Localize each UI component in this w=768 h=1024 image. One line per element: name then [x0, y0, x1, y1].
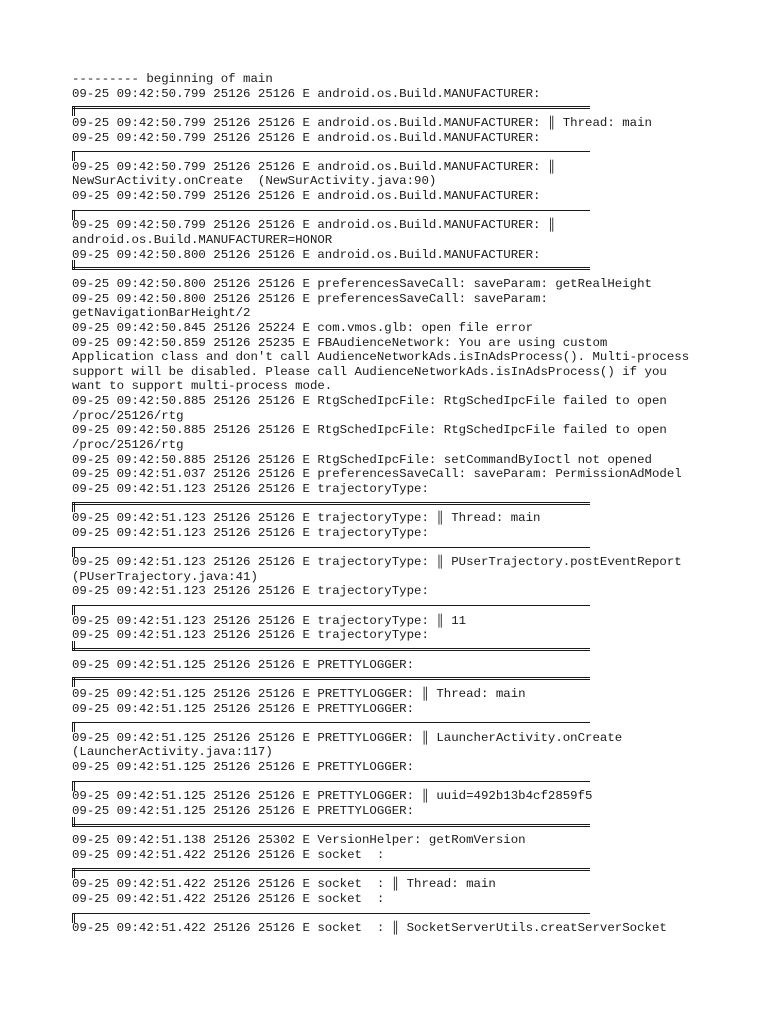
- log-line: 09-25 09:42:51.125 25126 25126 E PRETTYLOGGER: ║ uuid=492b13b4cf2859f5: [72, 789, 593, 804]
- box-corner: [72, 817, 75, 827]
- log-line: 09-25 09:42:51.125 25126 25126 E PRETTYLOGGER: ║ Thread: main: [72, 686, 526, 701]
- log-line: 09-25 09:42:51.123 25126 25126 E trajectoryType:: [72, 481, 429, 496]
- box-line: [72, 547, 590, 548]
- box-line: [72, 824, 590, 827]
- box-corner: [72, 781, 75, 791]
- box-rule-top: [72, 497, 712, 512]
- box-corner: [72, 722, 75, 732]
- log-line: 09-25 09:42:51.125 25126 25126 E PRETTYLOGGER:: [72, 804, 415, 819]
- box-rule-mid: [72, 204, 712, 219]
- box-corner: [72, 210, 75, 220]
- log-line: Application class and don't call AudienceNetworkAds.isInAdsProcess(). Multi-process: [72, 350, 690, 365]
- log-line: 09-25 09:42:50.800 25126 25126 E android.os.Build.MANUFACTURER:: [72, 247, 541, 262]
- log-line: 09-25 09:42:50.799 25126 25126 E android.os.Build.MANUFACTURER:: [72, 86, 541, 101]
- log-line: 09-25 09:42:51.125 25126 25126 E PRETTYLOGGER:: [72, 701, 415, 716]
- log-line: getNavigationBarHeight/2: [72, 306, 251, 321]
- log-line: 09-25 09:42:50.800 25126 25126 E preferencesSaveCall: saveParam: getRealHeight: [72, 276, 652, 291]
- log-line: want to support multi-process mode.: [72, 379, 333, 394]
- box-rule-top: [72, 101, 712, 116]
- box-rule-mid: [72, 145, 712, 160]
- box-line: [72, 106, 590, 109]
- box-corner: [72, 151, 75, 161]
- log-line: 09-25 09:42:51.123 25126 25126 E trajectoryType:: [72, 628, 429, 643]
- log-line: 09-25 09:42:50.800 25126 25126 E preferencesSaveCall: saveParam:: [72, 291, 548, 306]
- box-rule-top: [72, 672, 712, 687]
- log-line: 09-25 09:42:50.799 25126 25126 E android.os.Build.MANUFACTURER: ║: [72, 218, 556, 233]
- box-corner: [72, 868, 75, 878]
- box-rule-top: [72, 863, 712, 878]
- log-line: 09-25 09:42:50.885 25126 25126 E RtgSchedIpcFile: setCommandByIoctl not opened: [72, 452, 652, 467]
- log-line: /proc/25126/rtg: [72, 408, 184, 423]
- box-line: [72, 151, 590, 152]
- box-line: [72, 210, 590, 211]
- log-line: 09-25 09:42:51.422 25126 25126 E socket :: [72, 847, 385, 862]
- box-corner: [72, 677, 75, 687]
- log-line: 09-25 09:42:51.125 25126 25126 E PRETTYLOGGER: ║ LauncherActivity.onCreate: [72, 730, 623, 745]
- log-line: 09-25 09:42:51.123 25126 25126 E trajectoryType: ║ Thread: main: [72, 511, 541, 526]
- log-line: 09-25 09:42:51.422 25126 25126 E socket :: [72, 891, 385, 906]
- log-line: 09-25 09:42:50.799 25126 25126 E android.os.Build.MANUFACTURER: ║: [72, 159, 556, 174]
- log-line: 09-25 09:42:50.845 25126 25224 E com.vmos.glb: open file error: [72, 320, 534, 335]
- box-rule-bot: [72, 643, 712, 658]
- log-line: 09-25 09:42:51.037 25126 25126 E preferencesSaveCall: saveParam: PermissionAdModel: [72, 467, 682, 482]
- log-line: NewSurActivity.onCreate (NewSurActivity.java:90): [72, 174, 437, 189]
- box-line: [72, 502, 590, 505]
- box-corner: [72, 913, 75, 923]
- box-rule-mid: [72, 716, 712, 731]
- log-line: 09-25 09:42:50.799 25126 25126 E android.os.Build.MANUFACTURER: ║ Thread: main: [72, 115, 652, 130]
- log-line: 09-25 09:42:51.125 25126 25126 E PRETTYLOGGER:: [72, 657, 415, 672]
- box-rule-mid: [72, 775, 712, 790]
- box-line: [72, 648, 590, 651]
- box-line: [72, 605, 590, 606]
- log-line: 09-25 09:42:51.125 25126 25126 E PRETTYLOGGER:: [72, 760, 415, 775]
- box-line: [72, 913, 590, 914]
- box-corner: [72, 260, 75, 270]
- log-line: 09-25 09:42:51.123 25126 25126 E trajectoryType:: [72, 525, 429, 540]
- log-line: (LauncherActivity.java:117): [72, 745, 273, 760]
- box-rule-bot: [72, 262, 712, 277]
- log-line: support will be disabled. Please call AudienceNetworkAds.isInAdsProcess() if you: [72, 364, 667, 379]
- log-line: 09-25 09:42:50.885 25126 25126 E RtgSchedIpcFile: RtgSchedIpcFile failed to open: [72, 394, 667, 409]
- log-output: [72, 72, 712, 936]
- log-line: (PUserTrajectory.java:41): [72, 569, 258, 584]
- box-line: [72, 267, 590, 270]
- log-line: 09-25 09:42:51.123 25126 25126 E trajectoryType: ║ PUserTrajectory.postEventReport: [72, 555, 682, 570]
- log-line: 09-25 09:42:50.885 25126 25126 E RtgSchedIpcFile: RtgSchedIpcFile failed to open: [72, 423, 667, 438]
- log-line: 09-25 09:42:51.422 25126 25126 E socket : ║ Thread: main: [72, 877, 496, 892]
- box-corner: [72, 106, 75, 116]
- log-line: 09-25 09:42:51.422 25126 25126 E socket : ║ SocketServerUtils.creatServerSocket: [72, 921, 667, 936]
- box-rule-mid: [72, 541, 712, 556]
- box-rule-mid: [72, 907, 712, 922]
- log-line: 09-25 09:42:51.138 25126 25302 E VersionHelper: getRomVersion: [72, 833, 526, 848]
- box-line: [72, 868, 590, 871]
- box-rule-mid: [72, 599, 712, 614]
- log-line: 09-25 09:42:51.123 25126 25126 E trajectoryType: ║ 11: [72, 613, 467, 628]
- log-line: android.os.Build.MANUFACTURER=HONOR: [72, 233, 333, 248]
- box-corner: [72, 547, 75, 557]
- log-line: 09-25 09:42:50.799 25126 25126 E android.os.Build.MANUFACTURER:: [72, 189, 541, 204]
- box-corner: [72, 641, 75, 651]
- box-rule-bot: [72, 819, 712, 834]
- log-line: 09-25 09:42:50.859 25126 25235 E FBAudienceNetwork: You are using custom: [72, 335, 608, 350]
- log-line: --------- beginning of main: [72, 72, 273, 86]
- box-line: [72, 781, 590, 782]
- box-corner: [72, 605, 75, 615]
- box-line: [72, 677, 590, 680]
- box-corner: [72, 502, 75, 512]
- box-line: [72, 722, 590, 723]
- log-line: 09-25 09:42:51.123 25126 25126 E trajectoryType:: [72, 584, 429, 599]
- log-line: 09-25 09:42:50.799 25126 25126 E android.os.Build.MANUFACTURER:: [72, 130, 541, 145]
- log-line: /proc/25126/rtg: [72, 438, 184, 453]
